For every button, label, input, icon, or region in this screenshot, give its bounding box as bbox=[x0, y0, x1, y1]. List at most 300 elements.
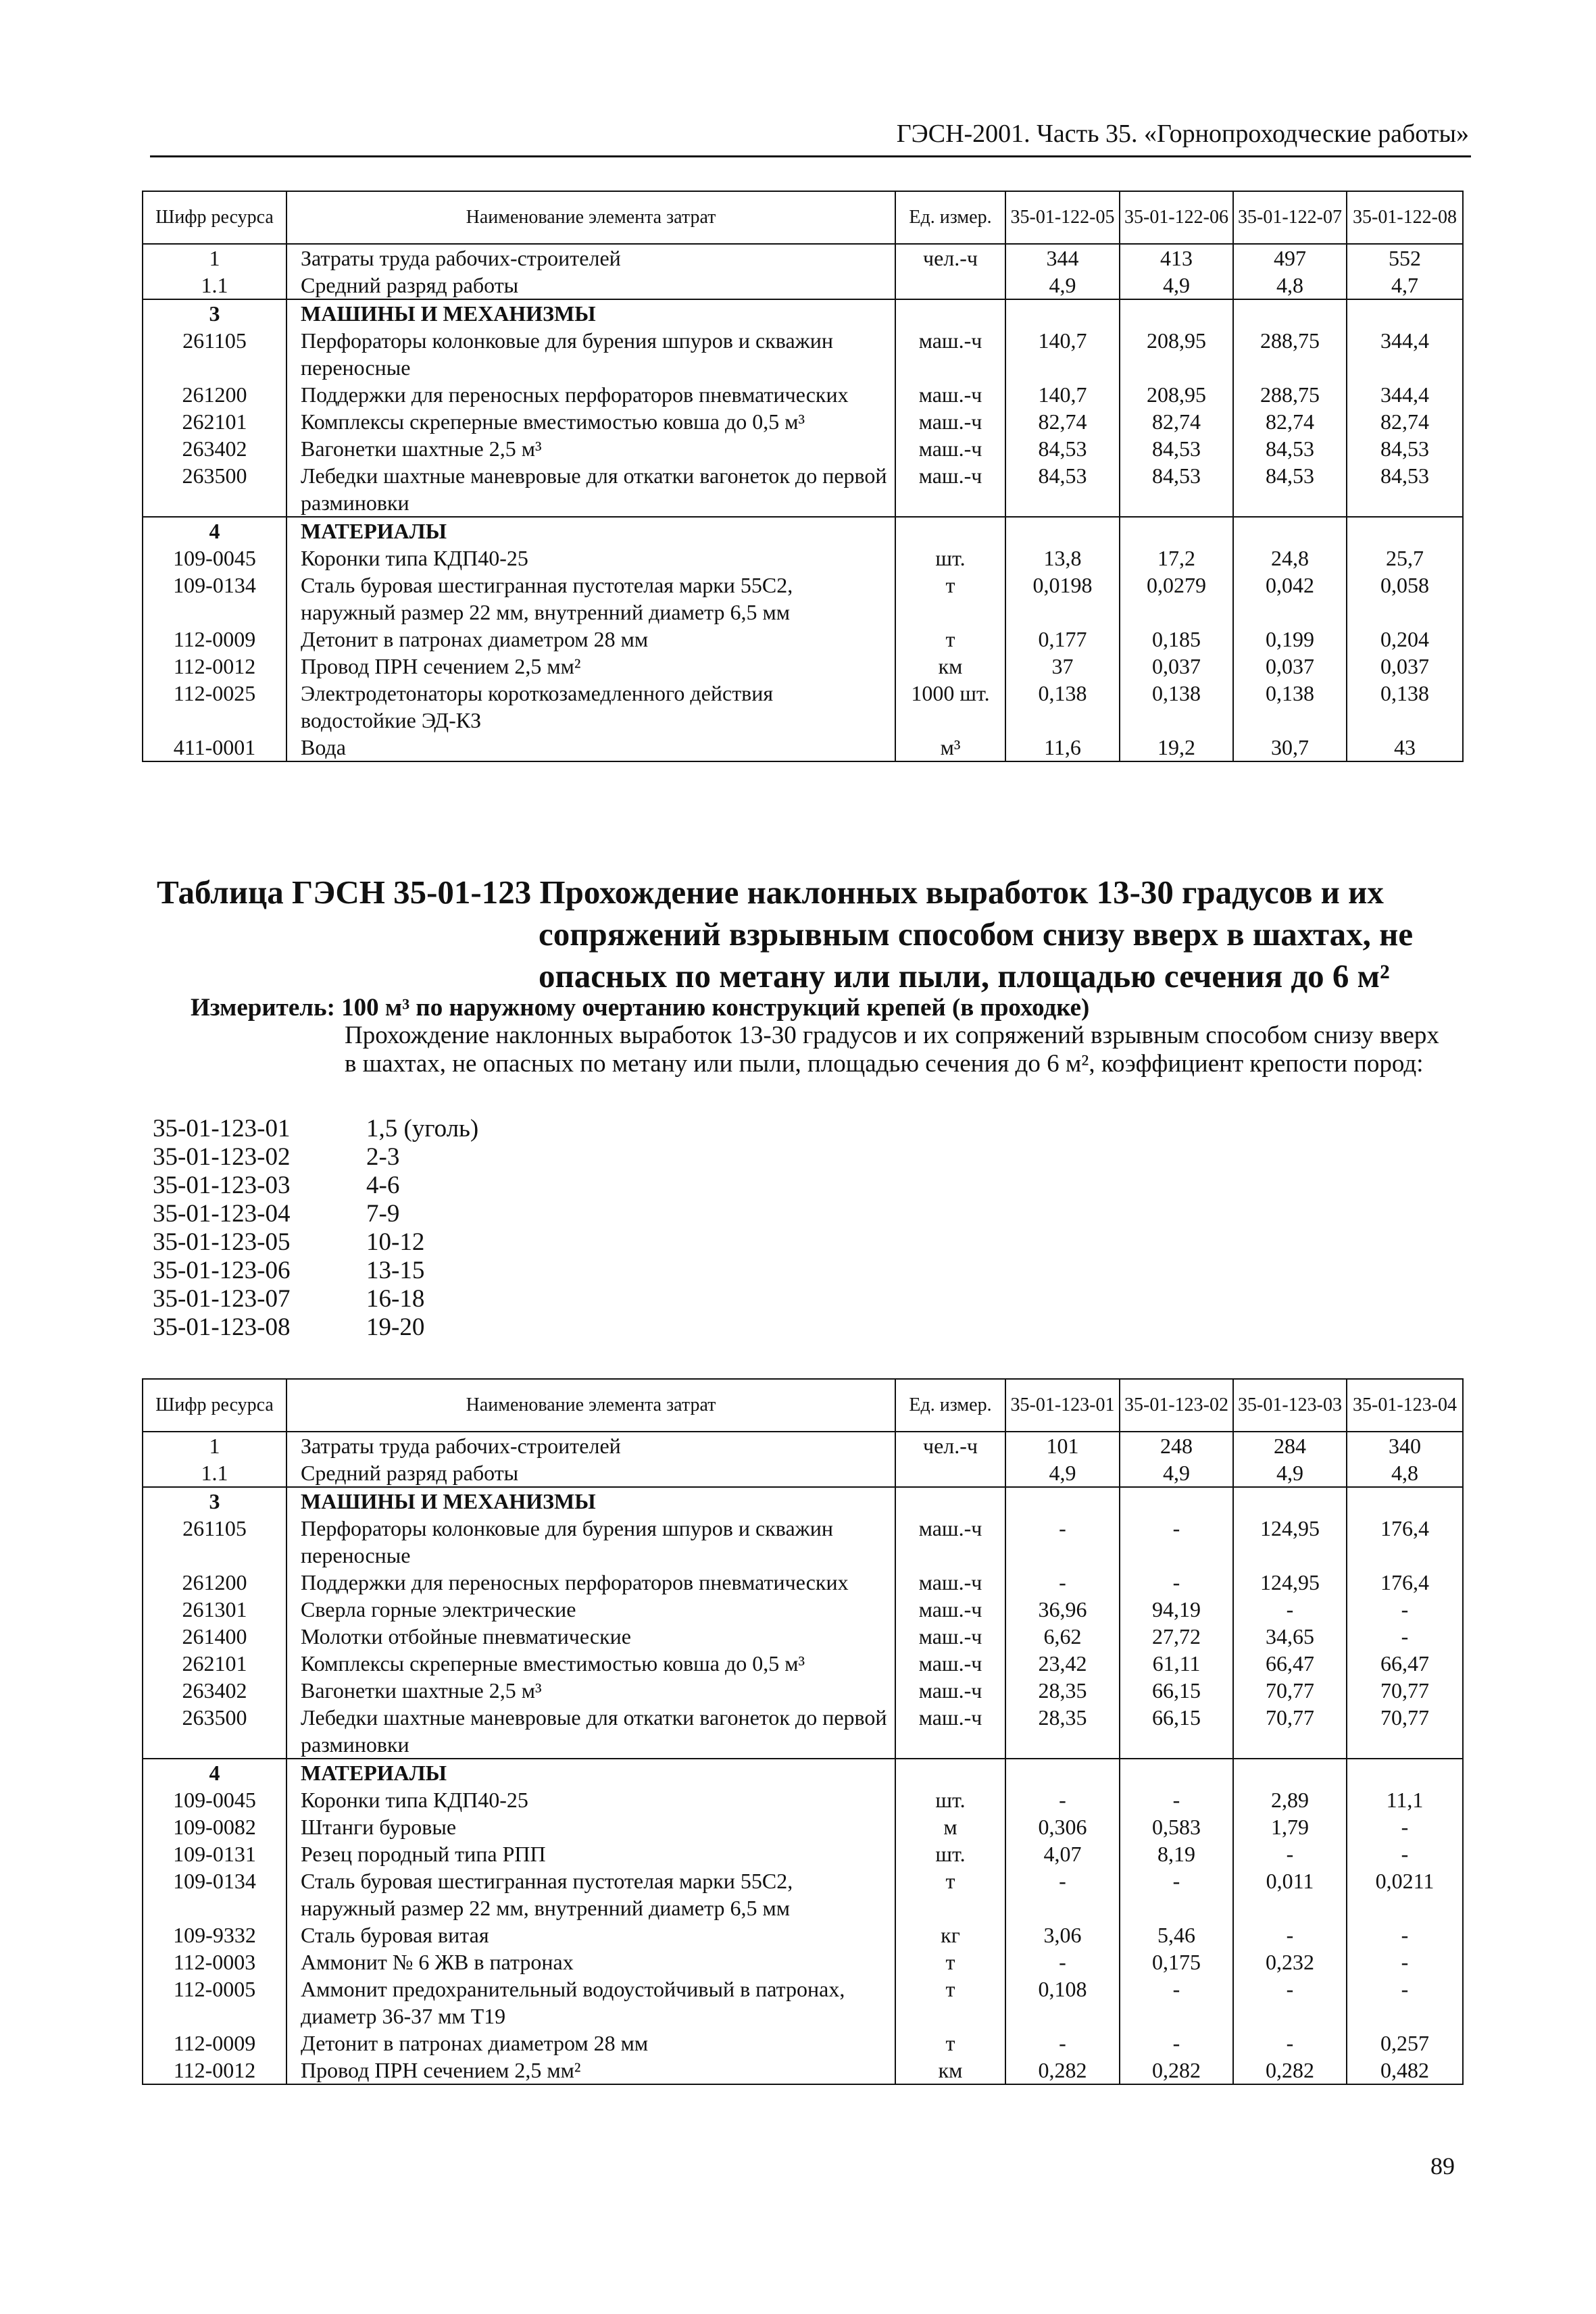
value-cell: 0,177 bbox=[1005, 626, 1120, 653]
unit-cell: чел.-ч bbox=[895, 1432, 1005, 1459]
value-cell: 4,8 bbox=[1347, 1459, 1463, 1487]
code-list-item bbox=[153, 1257, 478, 1285]
measure-unit: Измеритель: 100 м³ по наружному очертанию конструкций крепей (в проходке) bbox=[191, 994, 1090, 1022]
table-row bbox=[143, 1867, 1463, 1921]
resource-code: 263402 bbox=[143, 1677, 286, 1704]
value-cell: 0,282 bbox=[1233, 2057, 1347, 2084]
value-cell: 497 bbox=[1233, 244, 1347, 272]
resource-name: Лебедки шахтные маневровые для откатки вагонеток до первой разминовки bbox=[286, 462, 895, 517]
value-cell bbox=[1005, 517, 1120, 545]
resource-code: 112-0009 bbox=[143, 626, 286, 653]
value-cell: 176,4 bbox=[1347, 1569, 1463, 1596]
unit-cell: маш.-ч bbox=[895, 1704, 1005, 1759]
value-cell: - bbox=[1120, 1515, 1233, 1569]
value-cell: 101 bbox=[1005, 1432, 1120, 1459]
unit-cell bbox=[895, 1459, 1005, 1487]
resource-code: 1.1 bbox=[143, 1459, 286, 1487]
value-cell: - bbox=[1120, 1569, 1233, 1596]
value-cell: 0,482 bbox=[1347, 2057, 1463, 2084]
unit-cell: м bbox=[895, 1813, 1005, 1840]
value-cell bbox=[1347, 517, 1463, 545]
resource-name: Поддержки для переносных перфораторов пневматических bbox=[286, 381, 895, 408]
hardness-value: 7-9 bbox=[366, 1200, 400, 1228]
value-cell: - bbox=[1005, 1786, 1120, 1813]
value-cell: - bbox=[1347, 1921, 1463, 1948]
value-cell: 176,4 bbox=[1347, 1515, 1463, 1569]
unit-cell: кг bbox=[895, 1921, 1005, 1948]
value-cell: 82,74 bbox=[1005, 408, 1120, 435]
value-cell bbox=[1347, 1487, 1463, 1515]
table-row bbox=[143, 2030, 1463, 2057]
resource-name: Провод ПРН сечением 2,5 мм² bbox=[286, 2057, 895, 2084]
header-column: 35-01-122-08 bbox=[1347, 191, 1463, 244]
value-cell: 288,75 bbox=[1233, 381, 1347, 408]
resource-code: 261200 bbox=[143, 381, 286, 408]
table-row bbox=[143, 2057, 1463, 2084]
table-row bbox=[143, 1840, 1463, 1867]
table-row bbox=[143, 381, 1463, 408]
header-column: 35-01-122-07 bbox=[1233, 191, 1347, 244]
unit-cell: т bbox=[895, 1948, 1005, 1976]
resource-code: 4 bbox=[143, 517, 286, 545]
value-cell: 25,7 bbox=[1347, 545, 1463, 572]
value-cell: 61,11 bbox=[1120, 1650, 1233, 1677]
unit-cell: маш.-ч bbox=[895, 1596, 1005, 1623]
section-row bbox=[143, 517, 1463, 545]
table-row bbox=[143, 1596, 1463, 1623]
section-title bbox=[157, 872, 1441, 997]
value-cell: 0,306 bbox=[1005, 1813, 1120, 1840]
unit-cell bbox=[895, 299, 1005, 327]
value-cell: 28,35 bbox=[1005, 1677, 1120, 1704]
header-name: Наименование элемента затрат bbox=[286, 1379, 895, 1432]
value-cell: 30,7 bbox=[1233, 734, 1347, 761]
hardness-value: 13-15 bbox=[366, 1257, 425, 1284]
norm-code: 35-01-123-05 bbox=[153, 1228, 291, 1256]
value-cell: - bbox=[1120, 2030, 1233, 2057]
value-cell bbox=[1347, 299, 1463, 327]
resource-code: 261400 bbox=[143, 1623, 286, 1650]
hardness-value: 1,5 (уголь) bbox=[366, 1115, 479, 1142]
resource-name: Аммонит № 6 ЖВ в патронах bbox=[286, 1948, 895, 1976]
table-row bbox=[143, 1921, 1463, 1948]
section-row bbox=[143, 299, 1463, 327]
table-row bbox=[143, 1569, 1463, 1596]
resource-code: 112-0003 bbox=[143, 1948, 286, 1976]
table-row bbox=[143, 462, 1463, 517]
value-cell: 0,138 bbox=[1347, 680, 1463, 734]
value-cell: 6,62 bbox=[1005, 1623, 1120, 1650]
value-cell: 0,204 bbox=[1347, 626, 1463, 653]
value-cell: 140,7 bbox=[1005, 327, 1120, 381]
hardness-value: 2-3 bbox=[366, 1143, 400, 1171]
value-cell: 0,042 bbox=[1233, 572, 1347, 626]
value-cell: 0,138 bbox=[1005, 680, 1120, 734]
table-row bbox=[143, 680, 1463, 734]
unit-cell: маш.-ч bbox=[895, 1515, 1005, 1569]
resource-name: Лебедки шахтные маневровые для откатки вагонеток до первой разминовки bbox=[286, 1704, 895, 1759]
table-row bbox=[143, 1623, 1463, 1650]
header-column: 35-01-122-05 bbox=[1005, 191, 1120, 244]
value-cell: 8,19 bbox=[1120, 1840, 1233, 1867]
section-title-line: опасных по метану или пыли, площадью сечения до 6 м² bbox=[539, 957, 1390, 995]
value-cell: 4,9 bbox=[1005, 1459, 1120, 1487]
value-cell: 0,058 bbox=[1347, 572, 1463, 626]
unit-cell: маш.-ч bbox=[895, 381, 1005, 408]
section-description: Прохождение наклонных выработок 13-30 градусов и их сопряжений взрывным способом снизу вверх в шахтах, не опасных по метану или пыли, площадью сечения до 6 м², коэффициент крепости пород: bbox=[345, 1022, 1439, 1078]
resource-name: Провод ПРН сечением 2,5 мм² bbox=[286, 653, 895, 680]
value-cell: - bbox=[1347, 1596, 1463, 1623]
unit-cell: т bbox=[895, 572, 1005, 626]
value-cell: 4,7 bbox=[1347, 272, 1463, 299]
resource-code: 3 bbox=[143, 1487, 286, 1515]
value-cell: 340 bbox=[1347, 1432, 1463, 1459]
value-cell bbox=[1120, 1487, 1233, 1515]
value-cell: 19,2 bbox=[1120, 734, 1233, 761]
resource-code: 112-0009 bbox=[143, 2030, 286, 2057]
value-cell: 84,53 bbox=[1120, 435, 1233, 462]
value-cell: 0,0279 bbox=[1120, 572, 1233, 626]
resource-name: Штанги буровые bbox=[286, 1813, 895, 1840]
resource-name: Сталь буровая шестигранная пустотелая марки 55С2, наружный размер 22 мм, внутренний диаметр 6,5 мм bbox=[286, 1867, 895, 1921]
resource-name: Поддержки для переносных перфораторов пневматических bbox=[286, 1569, 895, 1596]
value-cell: 66,47 bbox=[1347, 1650, 1463, 1677]
hardness-value: 4-6 bbox=[366, 1172, 400, 1199]
value-cell: 70,77 bbox=[1347, 1704, 1463, 1759]
code-list-item bbox=[153, 1285, 478, 1313]
value-cell: 27,72 bbox=[1120, 1623, 1233, 1650]
table-row bbox=[143, 408, 1463, 435]
value-cell: 84,53 bbox=[1233, 462, 1347, 517]
value-cell: 4,9 bbox=[1233, 1459, 1347, 1487]
unit-cell: маш.-ч bbox=[895, 327, 1005, 381]
unit-cell: чел.-ч bbox=[895, 244, 1005, 272]
hardness-value: 16-18 bbox=[366, 1285, 425, 1313]
value-cell: 0,0198 bbox=[1005, 572, 1120, 626]
value-cell: - bbox=[1005, 1867, 1120, 1921]
norm-code: 35-01-123-01 bbox=[153, 1115, 291, 1142]
value-cell bbox=[1005, 1759, 1120, 1786]
value-cell bbox=[1233, 1487, 1347, 1515]
section-row bbox=[143, 1759, 1463, 1786]
value-cell: 344,4 bbox=[1347, 381, 1463, 408]
value-cell bbox=[1005, 1487, 1120, 1515]
value-cell: 0,257 bbox=[1347, 2030, 1463, 2057]
norm-code: 35-01-123-06 bbox=[153, 1257, 291, 1284]
value-cell: 0,0211 bbox=[1347, 1867, 1463, 1921]
value-cell: - bbox=[1347, 1976, 1463, 2030]
header-code: Шифр ресурса bbox=[143, 191, 286, 244]
value-cell: 66,47 bbox=[1233, 1650, 1347, 1677]
value-cell: - bbox=[1005, 1948, 1120, 1976]
resource-code: 1 bbox=[143, 1432, 286, 1459]
page-number: 89 bbox=[1430, 2153, 1455, 2180]
unit-cell: маш.-ч bbox=[895, 462, 1005, 517]
value-cell: 0,138 bbox=[1120, 680, 1233, 734]
value-cell: - bbox=[1233, 1596, 1347, 1623]
value-cell: 0,037 bbox=[1233, 653, 1347, 680]
value-cell: 0,282 bbox=[1005, 2057, 1120, 2084]
value-cell: 24,8 bbox=[1233, 545, 1347, 572]
value-cell: 344,4 bbox=[1347, 327, 1463, 381]
value-cell: - bbox=[1005, 1515, 1120, 1569]
value-cell: 552 bbox=[1347, 244, 1463, 272]
resource-name: Комплексы скреперные вместимостью ковша до 0,5 м³ bbox=[286, 408, 895, 435]
value-cell: - bbox=[1233, 2030, 1347, 2057]
resource-name: Средний разряд работы bbox=[286, 272, 895, 299]
resource-code: 3 bbox=[143, 299, 286, 327]
resource-code: 263402 bbox=[143, 435, 286, 462]
value-cell: 82,74 bbox=[1120, 408, 1233, 435]
value-cell: 0,037 bbox=[1347, 653, 1463, 680]
resource-code: 1.1 bbox=[143, 272, 286, 299]
value-cell: - bbox=[1347, 1813, 1463, 1840]
value-cell: - bbox=[1005, 2030, 1120, 2057]
unit-cell: км bbox=[895, 2057, 1005, 2084]
resource-code: 109-0134 bbox=[143, 572, 286, 626]
value-cell: 70,77 bbox=[1347, 1677, 1463, 1704]
value-cell: - bbox=[1233, 1840, 1347, 1867]
table-row bbox=[143, 545, 1463, 572]
unit-cell: маш.-ч bbox=[895, 1677, 1005, 1704]
table-row bbox=[143, 1948, 1463, 1976]
table-row bbox=[143, 626, 1463, 653]
header-unit: Ед. измер. bbox=[895, 191, 1005, 244]
unit-cell: маш.-ч bbox=[895, 1650, 1005, 1677]
table-row bbox=[143, 572, 1463, 626]
resource-code: 109-9332 bbox=[143, 1921, 286, 1948]
resource-code: 262101 bbox=[143, 1650, 286, 1677]
value-cell: 208,95 bbox=[1120, 381, 1233, 408]
unit-cell: шт. bbox=[895, 1786, 1005, 1813]
section-title-line: сопряжений взрывным способом снизу вверх в шахтах, не bbox=[539, 915, 1414, 953]
resource-code: 109-0082 bbox=[143, 1813, 286, 1840]
value-cell bbox=[1233, 1759, 1347, 1786]
resource-name: МАШИНЫ И МЕХАНИЗМЫ bbox=[286, 299, 895, 327]
value-cell: 84,53 bbox=[1005, 462, 1120, 517]
table-row bbox=[143, 1515, 1463, 1569]
value-cell: 37 bbox=[1005, 653, 1120, 680]
value-cell: 0,199 bbox=[1233, 626, 1347, 653]
value-cell: 66,15 bbox=[1120, 1704, 1233, 1759]
resource-name: Вагонетки шахтные 2,5 м³ bbox=[286, 435, 895, 462]
resource-name: Детонит в патронах диаметром 28 мм bbox=[286, 626, 895, 653]
resource-name: Детонит в патронах диаметром 28 мм bbox=[286, 2030, 895, 2057]
resource-code: 262101 bbox=[143, 408, 286, 435]
value-cell: 36,96 bbox=[1005, 1596, 1120, 1623]
norm-code: 35-01-123-03 bbox=[153, 1172, 291, 1199]
resource-code: 4 bbox=[143, 1759, 286, 1786]
table-row bbox=[143, 327, 1463, 381]
code-list-item bbox=[153, 1143, 478, 1172]
unit-cell: маш.-ч bbox=[895, 435, 1005, 462]
value-cell: 140,7 bbox=[1005, 381, 1120, 408]
resource-code: 411-0001 bbox=[143, 734, 286, 761]
resource-code: 109-0134 bbox=[143, 1867, 286, 1921]
value-cell: 66,15 bbox=[1120, 1677, 1233, 1704]
table-row bbox=[143, 272, 1463, 299]
unit-cell: шт. bbox=[895, 1840, 1005, 1867]
unit-cell bbox=[895, 517, 1005, 545]
value-cell: 3,06 bbox=[1005, 1921, 1120, 1948]
value-cell: 344 bbox=[1005, 244, 1120, 272]
table-row bbox=[143, 653, 1463, 680]
unit-cell: 1000 шт. bbox=[895, 680, 1005, 734]
table-row bbox=[143, 1813, 1463, 1840]
unit-cell: т bbox=[895, 626, 1005, 653]
table-row bbox=[143, 734, 1463, 761]
value-cell: 34,65 bbox=[1233, 1623, 1347, 1650]
value-cell: 70,77 bbox=[1233, 1704, 1347, 1759]
value-cell: 284 bbox=[1233, 1432, 1347, 1459]
value-cell bbox=[1120, 1759, 1233, 1786]
value-cell: 4,8 bbox=[1233, 272, 1347, 299]
value-cell: 94,19 bbox=[1120, 1596, 1233, 1623]
cost-table-123 bbox=[142, 1378, 1464, 2085]
table-row bbox=[143, 1650, 1463, 1677]
resource-name: Средний разряд работы bbox=[286, 1459, 895, 1487]
unit-cell bbox=[895, 272, 1005, 299]
header-column: 35-01-122-06 bbox=[1120, 191, 1233, 244]
resource-name: Сталь буровая витая bbox=[286, 1921, 895, 1948]
value-cell: - bbox=[1120, 1786, 1233, 1813]
value-cell bbox=[1347, 1759, 1463, 1786]
hardness-value: 10-12 bbox=[366, 1228, 425, 1256]
page-header: ГЭСН-2001. Часть 35. «Горнопроходческие работы» bbox=[896, 120, 1469, 148]
value-cell: 23,42 bbox=[1005, 1650, 1120, 1677]
value-cell: 13,8 bbox=[1005, 545, 1120, 572]
section-row bbox=[143, 1487, 1463, 1515]
value-cell bbox=[1005, 299, 1120, 327]
value-cell: 0,282 bbox=[1120, 2057, 1233, 2084]
value-cell bbox=[1120, 517, 1233, 545]
value-cell: 0,108 bbox=[1005, 1976, 1120, 2030]
table-row bbox=[143, 1459, 1463, 1487]
value-cell: 124,95 bbox=[1233, 1569, 1347, 1596]
value-cell: 0,232 bbox=[1233, 1948, 1347, 1976]
resource-name: Перфораторы колонковые для бурения шпуров и скважин переносные bbox=[286, 1515, 895, 1569]
table-row bbox=[143, 1677, 1463, 1704]
value-cell: 5,46 bbox=[1120, 1921, 1233, 1948]
value-cell: 70,77 bbox=[1233, 1677, 1347, 1704]
resource-code: 109-0045 bbox=[143, 1786, 286, 1813]
resource-code: 109-0131 bbox=[143, 1840, 286, 1867]
resource-code: 109-0045 bbox=[143, 545, 286, 572]
resource-code: 1 bbox=[143, 244, 286, 272]
value-cell: 11,6 bbox=[1005, 734, 1120, 761]
value-cell: 288,75 bbox=[1233, 327, 1347, 381]
table-row bbox=[143, 1432, 1463, 1459]
norm-code: 35-01-123-07 bbox=[153, 1285, 291, 1313]
value-cell bbox=[1233, 517, 1347, 545]
value-cell: 2,89 bbox=[1233, 1786, 1347, 1813]
norm-code: 35-01-123-02 bbox=[153, 1143, 291, 1171]
code-list-item bbox=[153, 1228, 478, 1257]
resource-name: Резец породный типа РПП bbox=[286, 1840, 895, 1867]
resource-code: 112-0005 bbox=[143, 1976, 286, 2030]
value-cell: 0,185 bbox=[1120, 626, 1233, 653]
value-cell: 84,53 bbox=[1347, 462, 1463, 517]
header-column: 35-01-123-04 bbox=[1347, 1379, 1463, 1432]
hardness-value: 19-20 bbox=[366, 1313, 425, 1341]
resource-name: Затраты труда рабочих-строителей bbox=[286, 1432, 895, 1459]
resource-name: Коронки типа КДП40-25 bbox=[286, 545, 895, 572]
code-list-item bbox=[153, 1313, 478, 1342]
value-cell: - bbox=[1120, 1867, 1233, 1921]
resource-name: Затраты труда рабочих-строителей bbox=[286, 244, 895, 272]
value-cell: - bbox=[1347, 1623, 1463, 1650]
unit-cell: т bbox=[895, 1867, 1005, 1921]
value-cell: 0,011 bbox=[1233, 1867, 1347, 1921]
unit-cell bbox=[895, 1487, 1005, 1515]
resource-code: 263500 bbox=[143, 462, 286, 517]
header-unit: Ед. измер. bbox=[895, 1379, 1005, 1432]
table-row bbox=[143, 1786, 1463, 1813]
resource-code: 112-0025 bbox=[143, 680, 286, 734]
value-cell: 84,53 bbox=[1347, 435, 1463, 462]
resource-code: 112-0012 bbox=[143, 653, 286, 680]
unit-cell: т bbox=[895, 2030, 1005, 2057]
unit-cell: маш.-ч bbox=[895, 1569, 1005, 1596]
resource-name: МАТЕРИАЛЫ bbox=[286, 1759, 895, 1786]
cost-table-122 bbox=[142, 191, 1464, 762]
norm-code: 35-01-123-04 bbox=[153, 1200, 291, 1228]
value-cell: - bbox=[1233, 1976, 1347, 2030]
value-cell: - bbox=[1347, 1840, 1463, 1867]
resource-name: Молотки отбойные пневматические bbox=[286, 1623, 895, 1650]
value-cell: 0,583 bbox=[1120, 1813, 1233, 1840]
header-code: Шифр ресурса bbox=[143, 1379, 286, 1432]
value-cell: 82,74 bbox=[1233, 408, 1347, 435]
value-cell: 124,95 bbox=[1233, 1515, 1347, 1569]
value-cell: 4,9 bbox=[1005, 272, 1120, 299]
header-column: 35-01-123-02 bbox=[1120, 1379, 1233, 1432]
header-column: 35-01-123-01 bbox=[1005, 1379, 1120, 1432]
unit-cell: км bbox=[895, 653, 1005, 680]
value-cell: 17,2 bbox=[1120, 545, 1233, 572]
code-list-item bbox=[153, 1200, 478, 1228]
resource-code: 261200 bbox=[143, 1569, 286, 1596]
value-cell: 413 bbox=[1120, 244, 1233, 272]
value-cell: 4,9 bbox=[1120, 272, 1233, 299]
table-row bbox=[143, 435, 1463, 462]
value-cell: - bbox=[1233, 1921, 1347, 1948]
value-cell: 0,175 bbox=[1120, 1948, 1233, 1976]
unit-cell: маш.-ч bbox=[895, 408, 1005, 435]
table-row bbox=[143, 244, 1463, 272]
value-cell: 43 bbox=[1347, 734, 1463, 761]
value-cell bbox=[1233, 299, 1347, 327]
resource-code: 261105 bbox=[143, 1515, 286, 1569]
value-cell: 208,95 bbox=[1120, 327, 1233, 381]
unit-cell bbox=[895, 1759, 1005, 1786]
resource-name: Вода bbox=[286, 734, 895, 761]
resource-name: МАШИНЫ И МЕХАНИЗМЫ bbox=[286, 1487, 895, 1515]
value-cell: 1,79 bbox=[1233, 1813, 1347, 1840]
code-list-item bbox=[153, 1172, 478, 1200]
resource-name: Вагонетки шахтные 2,5 м³ bbox=[286, 1677, 895, 1704]
value-cell: 4,9 bbox=[1120, 1459, 1233, 1487]
value-cell: 4,07 bbox=[1005, 1840, 1120, 1867]
resource-code: 261301 bbox=[143, 1596, 286, 1623]
resource-code: 263500 bbox=[143, 1704, 286, 1759]
resource-name: Электродетонаторы короткозамедленного действия водостойкие ЭД-КЗ bbox=[286, 680, 895, 734]
value-cell: 11,1 bbox=[1347, 1786, 1463, 1813]
unit-cell: м³ bbox=[895, 734, 1005, 761]
resource-name: Коронки типа КДП40-25 bbox=[286, 1786, 895, 1813]
section-title-line: Таблица ГЭСН 35-01-123 Прохождение наклонных выработок 13-30 градусов и их bbox=[157, 874, 1384, 911]
value-cell: 84,53 bbox=[1005, 435, 1120, 462]
